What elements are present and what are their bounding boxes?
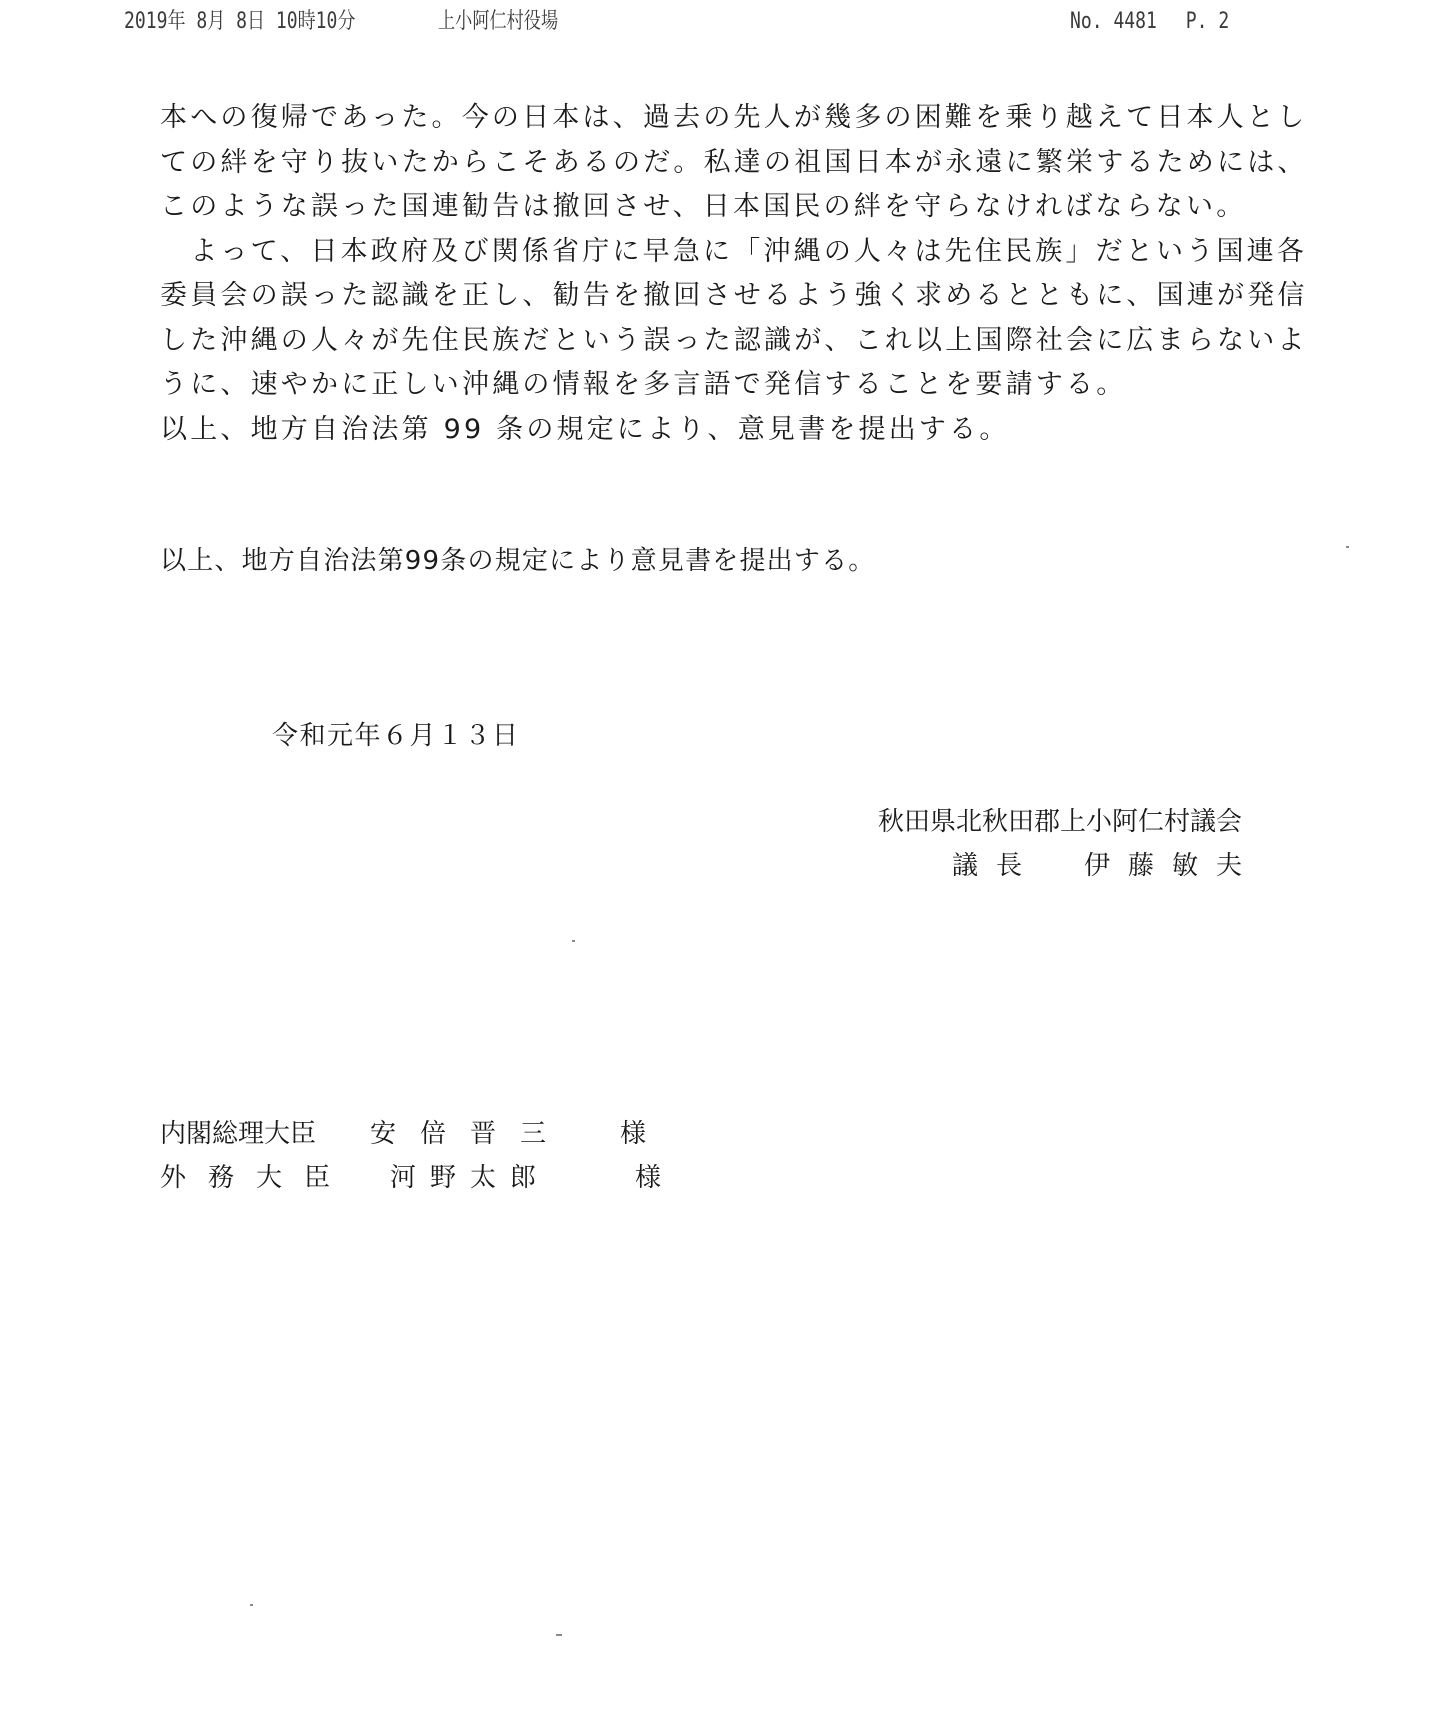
recipient-row [160,1156,661,1200]
recipient-title: 内閣総理大臣 [160,1119,317,1149]
body-line: した沖縄の人々が先住民族だという誤った認識が、これ以上国際社会に広まらないよ [160,324,1308,356]
fax-page-number: No. 4481 P. 2 [1070,9,1230,34]
body-line: ての絆を守り抜いたからこそあるのだ。私達の祖国日本が永遠に繁栄するためには、 [160,146,1308,178]
scan-speck [556,1634,562,1636]
document-date: 令和元年６月１３日 [272,721,520,751]
scan-speck [250,1604,253,1606]
recipient-row [160,1112,661,1156]
body-line: よって、日本政府及び関係省庁に早急に「沖縄の人々は先住民族」だという国連各 [160,235,1308,267]
scan-speck [1346,546,1349,548]
body-line: 委員会の誤った認識を正し、勧告を撤回させるよう強く求めるとともに、国連が発信 [160,280,1308,311]
issuer-block [877,800,1260,888]
recipient-name: 河野太郎 [390,1163,551,1193]
body-line: うに、速やかに正しい沖縄の情報を多言語で発信することを要請する。 [160,369,1127,400]
recipient-honorific: 様 [620,1119,647,1149]
fax-datetime: 2019年 8月 8日 10時10分 [124,9,356,34]
issuer-chair: 議長 伊藤敏夫 [951,851,1260,881]
recipient-honorific: 様 [635,1163,662,1193]
body-line: このような誤った国連勧告は撤回させ、日本国民の絆を守らなければならない。 [160,191,1247,222]
body-line: 以上、地方自治法第 99 条の規定により、意見書を提出する。 [160,413,1010,445]
scan-speck [572,940,575,942]
body-text [160,96,1308,452]
recipient-title: 外務大臣 [160,1163,353,1193]
fax-header [0,0,1438,40]
fax-sender: 上小阿仁村役場 [438,9,559,34]
recipient-name: 安倍晋三 [370,1119,571,1149]
issuer-organization: 秋田県北秋田郡上小阿仁村議会 [877,807,1242,837]
closing-statement: 以上、地方自治法第99条の規定により意見書を提出する。 [160,546,876,576]
recipients-block [160,1112,661,1200]
body-line: 本への復帰であった。今の日本は、過去の先人が幾多の困難を乗り越えて日本人とし [160,102,1308,133]
